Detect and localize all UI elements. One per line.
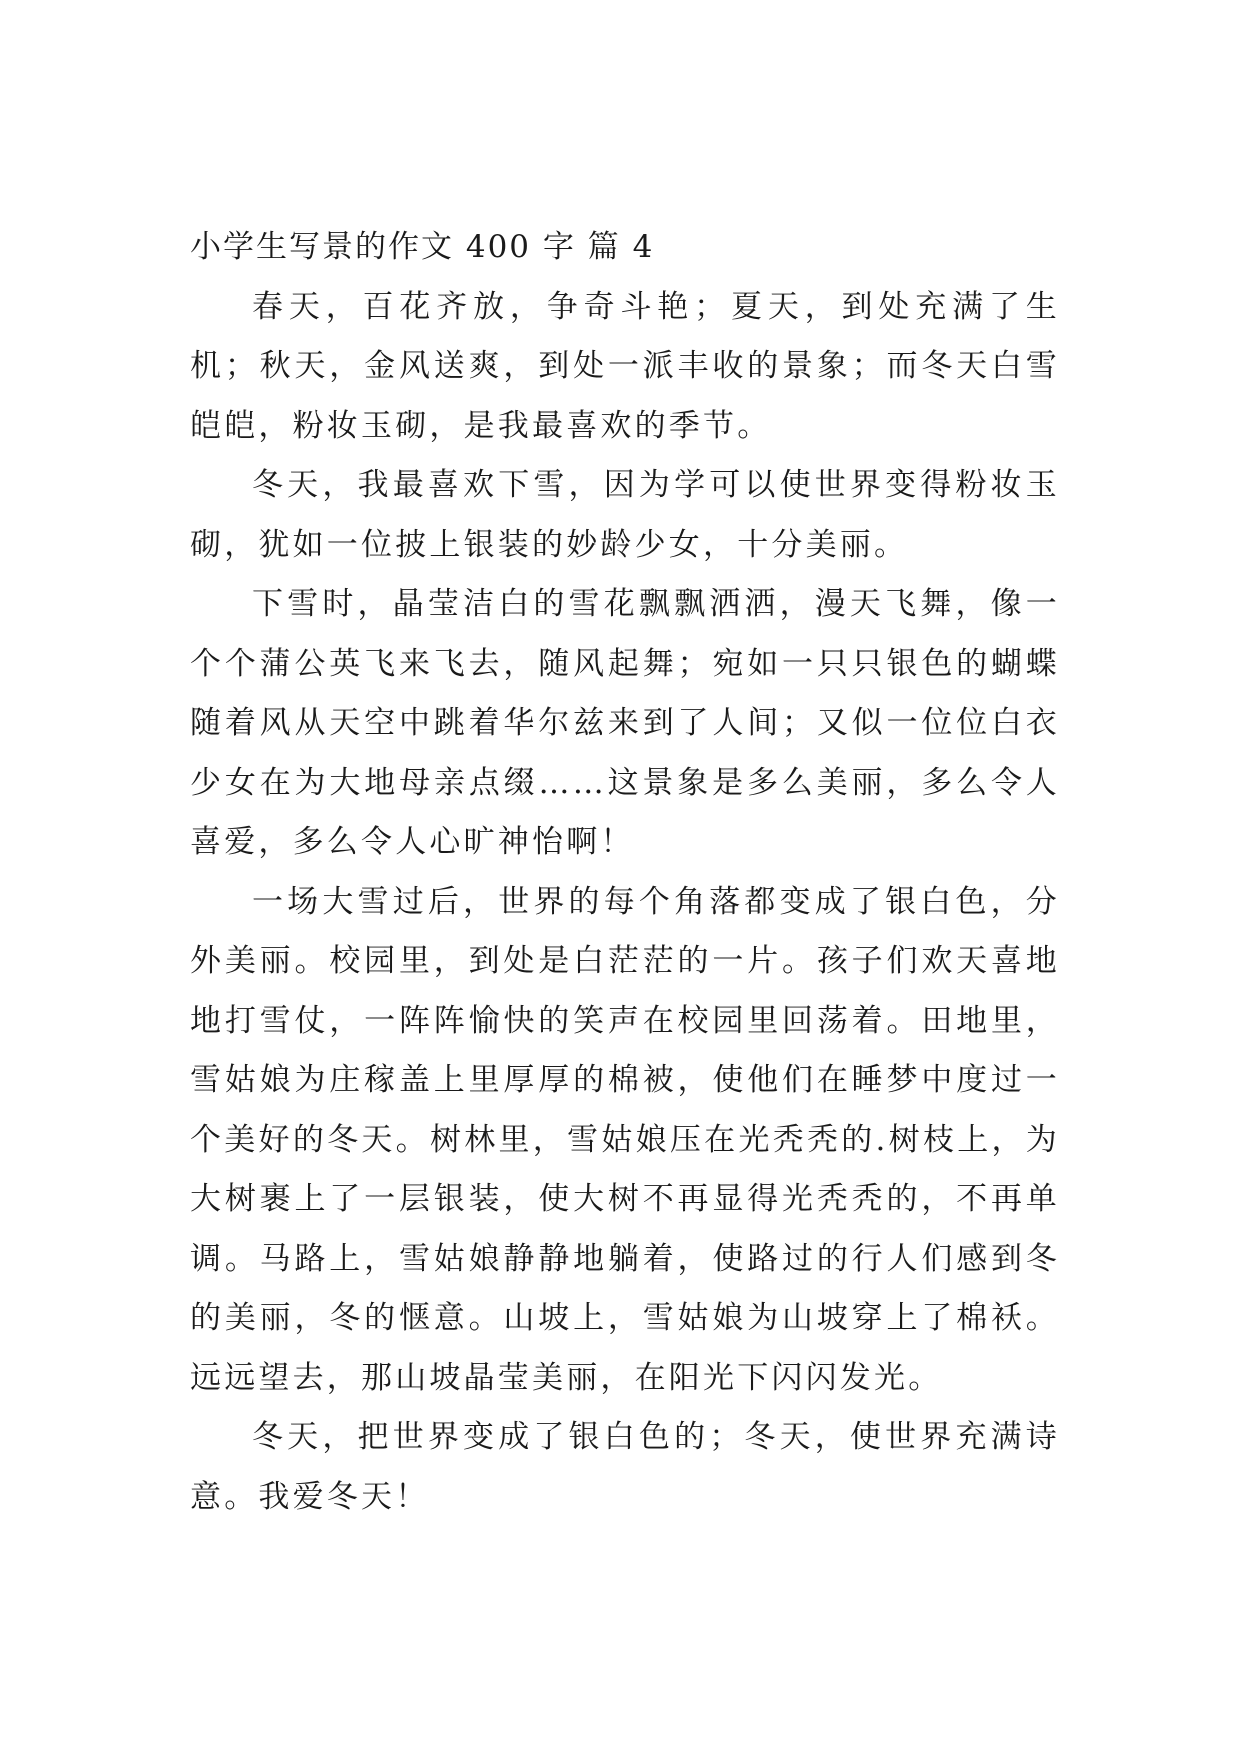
paragraph-spring-summer-autumn-winter: 春天，百花齐放，争奇斗艳；夏天，到处充满了生机；秋天，金风送爽，到处一派丰收的景象；而冬天白雪皑皑，粉妆玉砌，是我最喜欢的季节。 (190, 288, 1060, 444)
paragraph-snowfall: 下雪时，晶莹洁白的雪花飘飘洒洒，漫天飞舞，像一个个蒲公英飞来飞去，随风起舞；宛如一只只银色的蝴蝶随着风从天空中跳着华尔兹来到了人间；又似一位位白衣少女在为大地母亲点缀……这景象是多么美丽，多么令人喜爱，多么令人心旷神怡啊！ (190, 586, 1060, 860)
paragraph-after-snow: 一场大雪过后，世界的每个角落都变成了银白色，分外美丽。校园里，到处是白茫茫的一片。孩子们欢天喜地地打雪仗，一阵阵愉快的笑声在校园里回荡着。田地里，雪姑娘为庄稼盖上里厚厚的棉被，使他们在睡梦中度过一个美好的冬天。树林里，雪姑娘压在光秃秃的.树枝上，为大树裹上了一层银装，使大树不再显得光秃秃的，不再单调。马路上，雪姑娘静静地躺着，使路过的行人们感到冬的美丽，冬的惬意。山坡上，雪姑娘为山坡穿上了棉袄。远远望去，那山坡晶莹美丽，在阳光下闪闪发光。 (190, 883, 1060, 1396)
document-body (190, 218, 1060, 1527)
paragraph-love-snow: 冬天，我最喜欢下雪，因为学可以使世界变得粉妆玉砌，犹如一位披上银装的妙龄少女，十分美丽。 (190, 467, 1060, 563)
paragraph-conclusion: 冬天，把世界变成了银白色的；冬天，使世界充满诗意。我爱冬天！ (190, 1419, 1060, 1515)
document-title: 小学生写景的作文 400 字 篇 4 (190, 229, 655, 265)
